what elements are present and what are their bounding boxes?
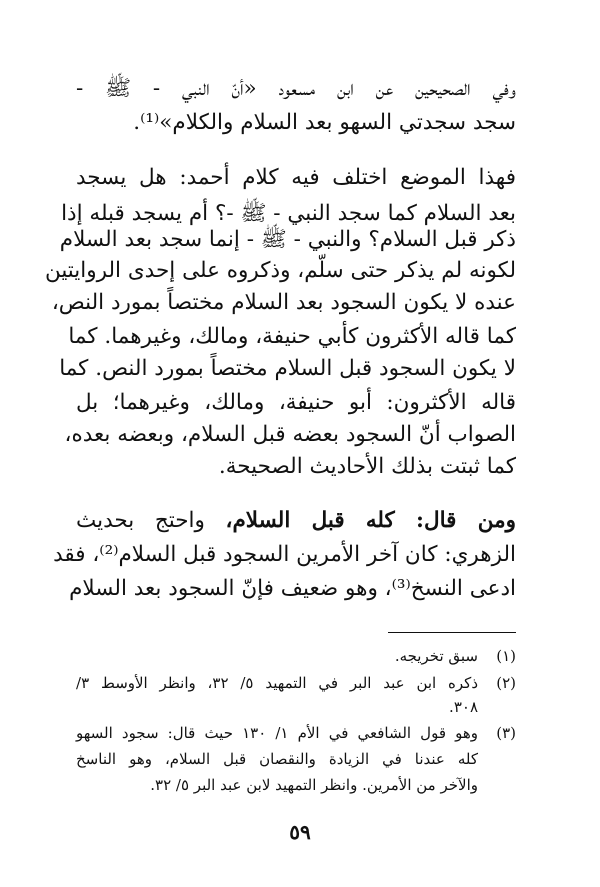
footnote [76,720,516,746]
footnote-text: وهو قول الشافعي في الأم ١/ ١٣٠ حيث قال: سجود السهو [76,724,478,742]
footnote-text: ٣٠٨. [449,698,478,716]
text-line: ذكر قبل السلام؟ والنبي - ﷺ - إنما سجد بعد السلام [59,227,516,252]
text-line: فهذا الموضع اختلف فيه كلام أحمد: هل يسجد [76,165,516,190]
text-line: الزهري: كان آخر الأمرين السجود قبل السلام⁽²⁾، فقد [53,542,516,567]
text-line: عنده لا يكون السجود بعد السلام مختصاً بمورد النص، [51,290,516,315]
footnote-text: كله عندنا في الزيادة والنقصان قبل السلام، وهو الناسخ [76,750,478,768]
text-line: كما قاله الأكثرون كأبي حنيفة، ومالك، وغيرهما. كما [68,324,516,349]
text-line: لا يكون السجود قبل السلام مختصاً بمورد النص. كما [59,356,516,381]
text-line: لكونه لم يذكر حتى سلّم، وذكروه على إحدى الروايتين [44,258,516,283]
footnote-continuation [76,694,516,720]
footnote-number: (١) [496,647,516,665]
text-line: بعد السلام كما سجد النبي - ﷺ -؟ أم يسجد قبله إذا [61,201,516,226]
text-line: كما ثبتت بذلك الأحاديث الصحيحة. [218,454,516,479]
footnote-number: (٣) [496,724,516,742]
lead-rest: واحتج بحديث [76,508,226,533]
footnote-continuation [76,772,516,798]
page-number: ٥٩ [289,820,311,844]
text-line: سجد سجدتي السهو بعد السلام والكلام»⁽¹⁾. [133,110,516,135]
text-line: ادعى النسخ⁽³⁾، وهو ضعيف فإنّ السجود بعد السلام [69,576,516,601]
footnote-text: سبق تخريجه. [394,647,478,665]
footnote-number: (٢) [496,674,516,692]
text-line: الصواب أنّ السجود بعضه قبل السلام، وبعضه بعده، [64,422,516,447]
footnote-separator [388,632,516,633]
text-line: قاله الأكثرون: أبو حنيفة، ومالك، وغيرهما؛ بل [76,390,516,415]
text-line: وفي الصحيحين عن ابن مسعود «أنّ النبي - ﷺ - [76,76,516,101]
text-line [76,506,516,536]
footnote-text: والآخر من الأمرين. وانظر التمهيد لابن عبد البر ٥/ ٣٢. [150,776,478,794]
footnote [76,670,516,696]
footnote-continuation [76,746,516,772]
footnote [76,643,516,669]
footnote-text: ذكره ابن عبد البر في التمهيد ٥/ ٣٢، وانظر الأوسط ٣/ [76,674,478,692]
bold-lead: ومن قال: كله قبل السلام، [225,508,516,533]
